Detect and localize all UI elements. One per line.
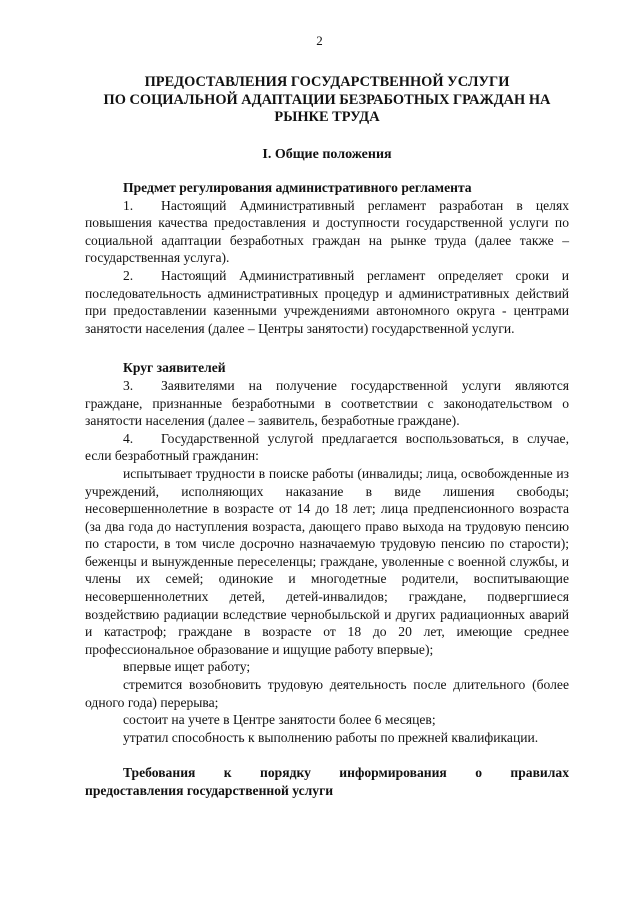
list-item: стремится возобновить трудовую деятельность после длительного (более одного года) перерыва; (85, 677, 569, 710)
subsection-heading-informing-cont: предоставления государственной услуги (85, 782, 334, 798)
list-item: утратил способность к выполнению работы по прежней квалификации. (123, 729, 539, 745)
paragraph-number: 1. (123, 197, 134, 213)
paragraph-text: Настоящий Административный регламент разработан в целях повышения качества предоставления и доступности государственной услуги по социальной адаптации безработных граждан на рынке труда (далее также – государственная услуга). (85, 197, 569, 266)
paragraph-number: 2. (123, 267, 134, 283)
document-title (85, 74, 569, 127)
page-number: 2 (316, 33, 323, 48)
title-line: ПРЕДОСТАВЛЕНИЯ ГОСУДАРСТВЕННОЙ УСЛУГИ (144, 74, 510, 90)
subsection-heading-subject: Предмет регулирования административного регламента (123, 180, 472, 195)
list-item: испытывает трудности в поиске работы (инвалиды; лица, освобожденные из учреждений, исполняющих наказание в виде лишения свободы; несовершеннолетние в возрасте от 14 до 18 лет; лица предпенсионного возраста (за два года до наступления возраста, дающего право выхода на трудовую пенсию по старости, в том числе досрочно назначаемую трудовую пенсию по старости); беженцы и вынужденные переселенцы; граждане, уволенные с военной службы, и члены их семей; одинокие и многодетные родители, воспитывающие несовершеннолетних детей, детей-инвалидов; граждане, подвергшиеся воздействию радиации вследствие чернобыльской и других радиационных аварий и катастроф; граждане в возрасте от 18 до 20 лет, имеющие среднее профессиональное образование и ищущие работу впервые); (85, 465, 569, 657)
paragraph-number: 3. (123, 377, 134, 393)
paragraph-1 (85, 197, 569, 267)
list-item: состоит на учете в Центре занятости более 6 месяцев; (123, 712, 436, 728)
paragraph-text: Заявителями на получение государственной услуги являются граждане, признанные безработными в соответствии с законодательством о занятости населения (далее – заявитель, безработные граждане). (85, 377, 569, 429)
document-body (85, 179, 569, 799)
title-line: ПО СОЦИАЛЬНОЙ АДАПТАЦИИ БЕЗРАБОТНЫХ ГРАЖДАН НА (103, 91, 551, 108)
section-heading: I. Общие положения (262, 147, 392, 162)
paragraph-text: Настоящий Административный регламент определяет сроки и последовательность административных процедур и административных действий при предоставлении казенными учреждениями автономного округа - центрами занятости населения (далее – Центры занятости) государственной услуги. (85, 267, 569, 336)
title-line: РЫНКЕ ТРУДА (274, 109, 380, 125)
paragraph-number: 4. (123, 430, 134, 446)
paragraph-text: Государственной услугой предлагается воспользоваться, в случае, если безработный гражданин: (85, 430, 569, 464)
paragraph-2 (85, 267, 569, 337)
paragraph-4 (85, 430, 569, 465)
list-item: впервые ищет работу; (123, 659, 251, 675)
subsection-heading-informing: Требования к порядку информирования о правилах (123, 765, 569, 780)
subsection-heading-applicants: Круг заявителей (123, 360, 226, 376)
paragraph-3 (85, 377, 569, 430)
